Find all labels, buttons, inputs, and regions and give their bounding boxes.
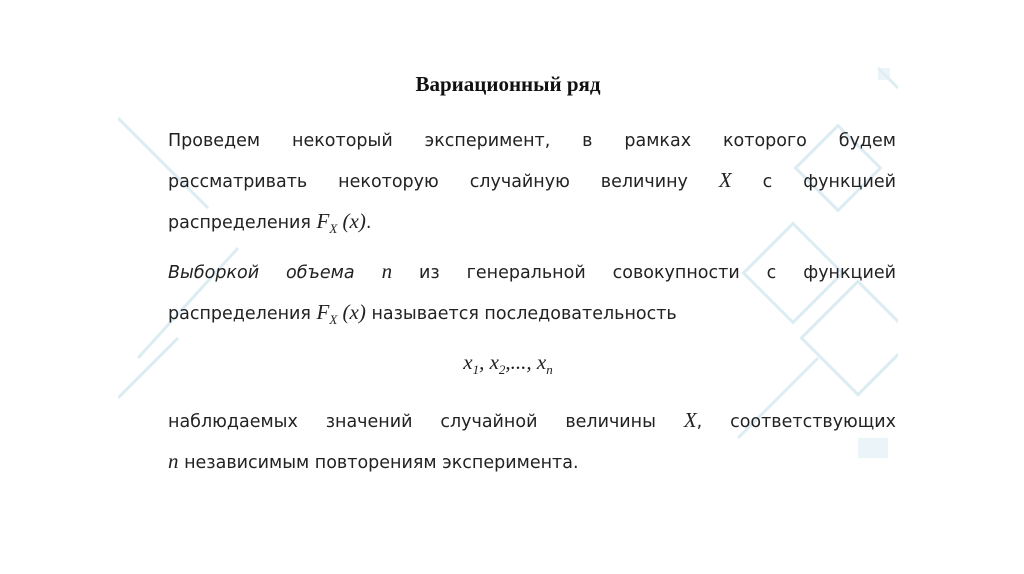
subscript-n: n <box>546 362 553 378</box>
separator: , <box>479 350 490 374</box>
f-symbol: F <box>316 300 330 324</box>
definition-term: Выборкой объема <box>168 263 355 283</box>
x-symbol: x <box>489 350 499 374</box>
paragraph-1 <box>168 122 896 248</box>
x-symbol: x <box>536 350 547 374</box>
p2-line-1 <box>168 252 896 293</box>
p3-line-2 <box>168 442 896 478</box>
p3-text: , соответствующих <box>696 412 896 432</box>
p1-line-3 <box>168 202 896 248</box>
p1-text: с функцией <box>762 172 896 192</box>
sample-sequence <box>118 350 898 378</box>
variable-x: X <box>683 408 697 432</box>
p3-text: независимым повторениям эксперимента. <box>184 453 579 473</box>
p1-period: . <box>365 213 372 233</box>
f-argument: (x) <box>342 300 366 324</box>
p2-text: из генеральной совокупности с функцией <box>419 263 896 283</box>
paragraph-3 <box>168 401 896 478</box>
p1-line-1: Проведем некоторый эксперимент, в рамках которого будем <box>168 131 896 151</box>
p1-text: рассматривать некоторую случайную величину <box>168 172 688 192</box>
subscript-2: 2 <box>498 362 506 378</box>
p2-text: называется последовательность <box>371 304 677 324</box>
p3-line-1 <box>168 401 896 442</box>
f-argument: (x) <box>342 209 366 233</box>
p1-line-2 <box>168 161 896 202</box>
distribution-function <box>316 209 366 237</box>
subscript-1: 1 <box>472 362 480 378</box>
f-symbol: F <box>316 209 330 233</box>
p1-text: распределения <box>168 213 311 233</box>
p2-line-2 <box>168 293 896 339</box>
distribution-function <box>316 300 366 328</box>
slide <box>118 58 898 478</box>
slide-title: Вариационный ряд <box>415 72 601 96</box>
p3-text: наблюдаемых значений случайной величины <box>168 412 656 432</box>
p2-text: распределения <box>168 304 311 324</box>
paragraph-2 <box>168 252 896 339</box>
variable-x: X <box>718 168 732 192</box>
separator: ,..., <box>505 350 537 374</box>
x-symbol: x <box>463 350 473 374</box>
variable-n: n <box>381 259 393 283</box>
f-subscript: X <box>329 221 338 237</box>
f-subscript: X <box>329 312 338 328</box>
variable-n: n <box>168 449 179 473</box>
